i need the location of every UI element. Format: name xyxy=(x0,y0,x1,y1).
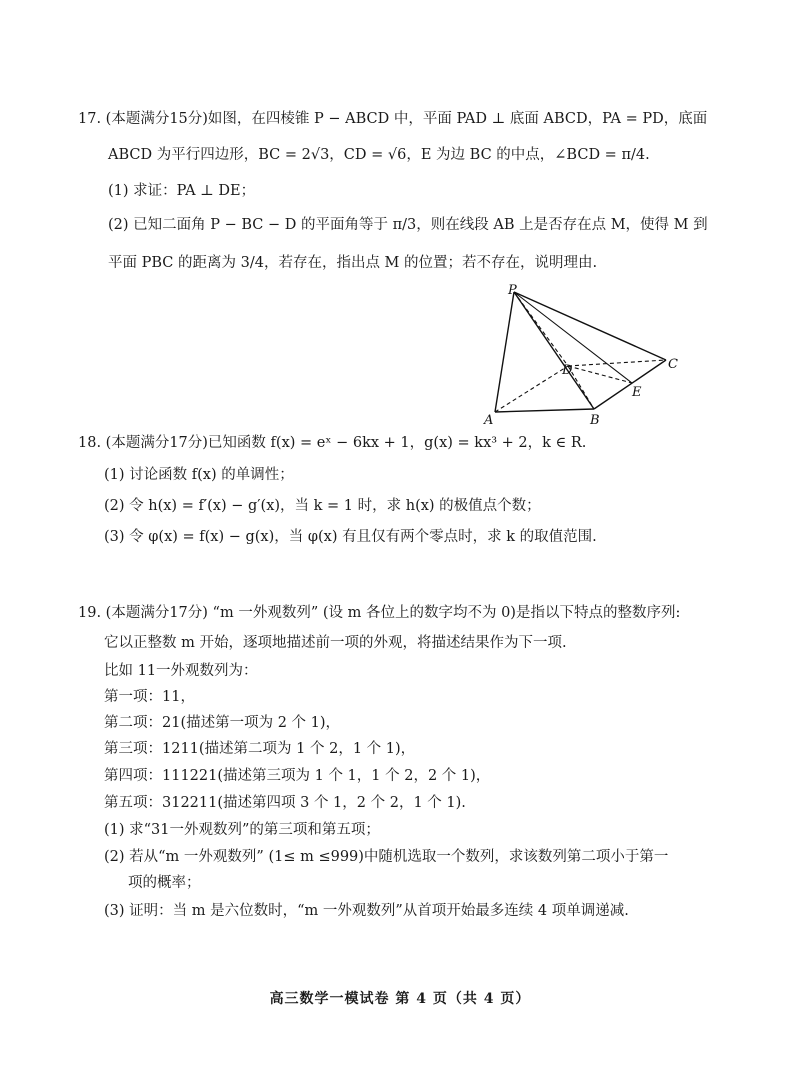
p18-line1: 18. (本题满分17分)已知函数 f(x) = eˣ − 6kx + 1，g(x) = kx³ + 2，k ∈ R. xyxy=(78,435,587,451)
p19-term1: 第一项：11， xyxy=(104,689,195,705)
p17-line2: ABCD 为平行四边形，BC = 2√3，CD = √6，E 为边 BC 的中点，∠BCD = π/4. xyxy=(108,147,650,163)
p19-term2: 第二项：21(描述第一项为 2 个 1)， xyxy=(104,715,341,731)
label-B: B xyxy=(590,413,600,428)
label-D: D xyxy=(562,363,573,378)
p18-part3: (3) 令 φ(x) = f(x) − g(x)，当 φ(x) 有且仅有两个零点时，求 k 的取值范围. xyxy=(104,529,597,545)
edge-BC xyxy=(594,360,666,409)
edge-AB xyxy=(495,409,594,412)
label-E: E xyxy=(632,385,642,400)
p19-part3: (3) 证明：当 m 是六位数时，“m 一外观数列”从首项开始最多连续 4 项单调递减. xyxy=(104,903,629,919)
label-C: C xyxy=(668,357,678,372)
p19-part1: (1) 求“31一外观数列”的第三项和第五项； xyxy=(104,822,380,838)
page-footer: 高三数学一模试卷 第 4 页（共 4 页） xyxy=(269,991,531,1007)
p17-part2-line2: 平面 PBC 的距离为 3/4，若存在，指出点 M 的位置；若不存在，说明理由. xyxy=(108,255,598,271)
p17-part1: (1) 求证：PA ⊥ DE； xyxy=(108,183,256,199)
label-P: P xyxy=(508,283,517,298)
p19-line3: 比如 11一外观数列为： xyxy=(104,663,258,679)
edge-PA xyxy=(495,292,514,412)
label-A: A xyxy=(484,413,494,428)
p17-line1: 17. (本题满分15分)如图，在四棱锥 P − ABCD 中，平面 PAD ⊥ 底面 ABCD，PA = PD，底面 xyxy=(78,111,708,127)
pyramid-figure xyxy=(478,282,678,430)
edge-AD xyxy=(495,366,568,412)
p19-part2-line2: 项的概率； xyxy=(128,875,201,891)
p17-part2-line1: (2) 已知二面角 P − BC − D 的平面角等于 π/3，则在线段 AB 上是否存在点 M，使得 M 到 xyxy=(108,217,708,233)
p18-part1: (1) 讨论函数 f(x) 的单调性； xyxy=(104,467,294,483)
edge-DE xyxy=(568,366,632,383)
p19-line1: 19. (本题满分17分) “m 一外观数列” (设 m 各位上的数字均不为 0)是指以下特点的整数序列: xyxy=(78,605,681,621)
pyramid-diagram xyxy=(478,282,678,430)
p19-term5: 第五项：312211(描述第四项 3 个 1，2 个 2，1 个 1). xyxy=(104,795,466,811)
p18-part2: (2) 令 h(x) = f′(x) − g′(x)，当 k = 1 时，求 h(x) 的极值点个数； xyxy=(104,498,541,514)
p19-part2-line1: (2) 若从“m 一外观数列” (1≤ m ≤999)中随机选取一个数列，求该数列第二项小于第一 xyxy=(104,849,669,865)
p19-term3: 第三项：1211(描述第二项为 1 个 2，1 个 1)， xyxy=(104,741,416,757)
p19-line2: 它以正整数 m 开始，逐项地描述前一项的外观，将描述结果作为下一项. xyxy=(104,635,567,651)
p19-term4: 第四项：111221(描述第三项为 1 个 1，1 个 2，2 个 1)， xyxy=(104,768,491,784)
edge-DC xyxy=(568,360,666,366)
